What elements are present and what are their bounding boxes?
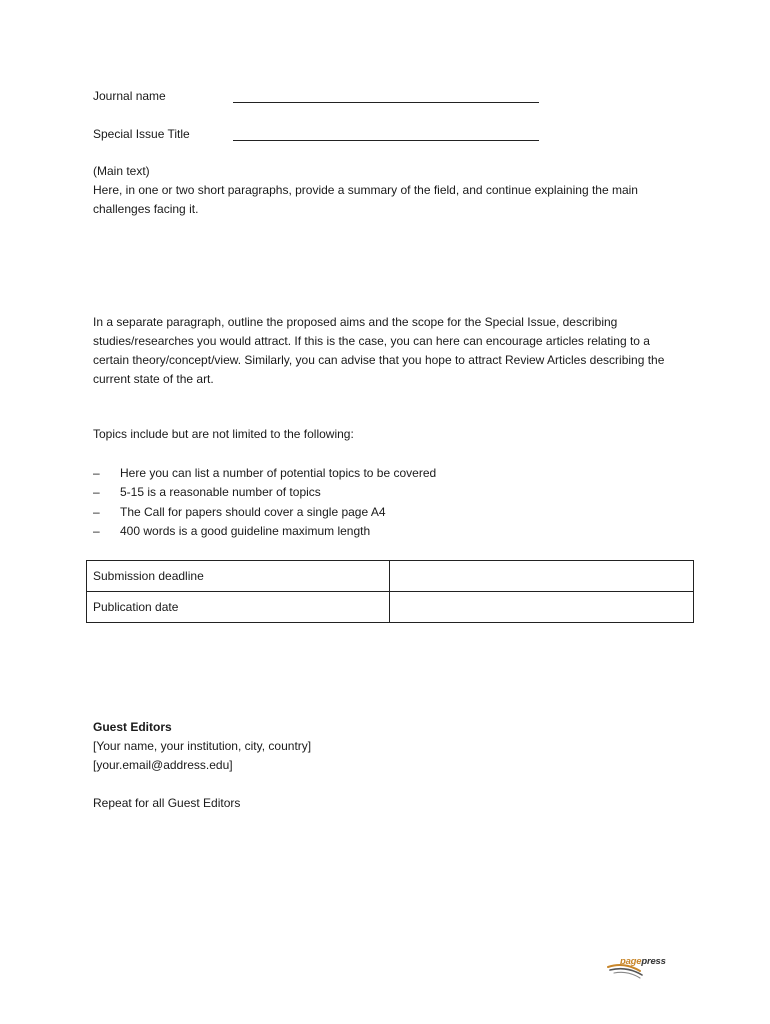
journal-name-blank-line [233, 102, 539, 103]
publication-date-label: Publication date [87, 592, 390, 623]
repeat-note: Repeat for all Guest Editors [93, 796, 241, 810]
dash-bullet: – [93, 504, 100, 519]
guest-editors-heading: Guest Editors [93, 720, 172, 734]
topic-text: The Call for papers should cover a single page A4 [120, 504, 386, 519]
table-row-submission [87, 561, 694, 592]
editor-email-line: [your.email@address.edu] [93, 758, 233, 772]
aims-scope-paragraph: In a separate paragraph, outline the proposed aims and the scope for the Special Issue, describing studies/researches you would attract. If this is the case, you can here can encourage articles relating to a certain theory/concept/view. Similarly, you can advise that you hope to attract Review Articles describing the current state of the art. [93, 315, 665, 386]
spacer [93, 775, 311, 794]
topic-item [93, 503, 436, 522]
guest-editors-section [93, 718, 311, 813]
topic-text: 5-15 is a reasonable number of topics [120, 485, 321, 500]
dash-bullet: – [93, 466, 100, 480]
pagepress-logo [606, 953, 686, 981]
editor-name-line: [Your name, your institution, city, country] [93, 739, 312, 753]
logo-text [620, 956, 666, 967]
topic-item [93, 522, 436, 541]
dash-bullet: – [93, 485, 100, 500]
publication-date-value[interactable] [390, 592, 694, 623]
submission-deadline-label: Submission deadline [87, 561, 390, 592]
table-row-publication [87, 592, 694, 623]
topics-intro: Topics include but are not limited to the following: [93, 427, 354, 441]
topic-text: Here you can list a number of potential topics to be covered [120, 466, 437, 480]
submission-deadline-value[interactable] [390, 561, 694, 592]
logo-text-page: page [620, 956, 642, 967]
main-text-heading: (Main text) [93, 164, 150, 178]
topic-item [93, 483, 436, 502]
topic-text: 400 words is a good guideline maximum length [120, 523, 371, 538]
main-text-intro-paragraph: Here, in one or two short paragraphs, provide a summary of the field, and continue explaining the main challenges facing it. [93, 183, 638, 216]
dates-table [86, 560, 694, 623]
logo-text-press: press [641, 956, 666, 967]
topic-item [93, 464, 436, 483]
dash-bullet: – [93, 523, 100, 538]
journal-name-label: Journal name [93, 89, 166, 103]
special-issue-title-label: Special Issue Title [93, 127, 190, 141]
special-issue-title-blank-line [233, 140, 539, 141]
topics-list [93, 464, 436, 541]
